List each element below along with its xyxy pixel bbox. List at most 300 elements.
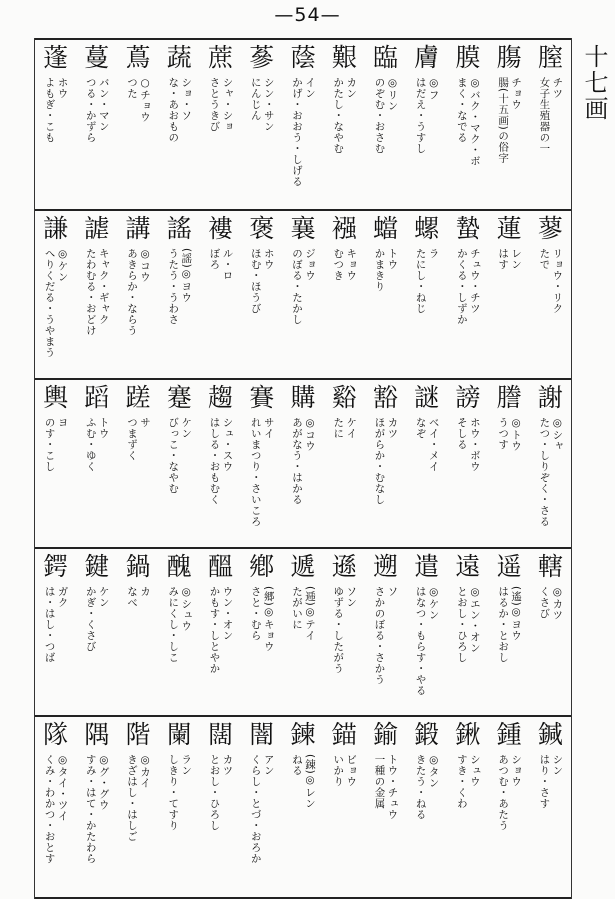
reading-line: つまずく — [126, 417, 139, 461]
kanji-character: 講 — [125, 214, 151, 243]
reading-line: キャク・ギャク — [97, 248, 110, 325]
kanji-readings — [537, 417, 563, 527]
kanji-character: 謝 — [537, 383, 563, 412]
kanji-readings — [84, 417, 110, 472]
reading-line: カン — [345, 77, 358, 99]
reading-line: とおし・ひろし — [208, 754, 221, 831]
reading-line: むつき — [332, 248, 345, 281]
reading-line: のぞむ・おさむ — [373, 77, 386, 154]
reading-line: たつ・しりぞく・さる — [538, 417, 551, 527]
reading-line: カツ — [221, 754, 234, 776]
reading-line: ほむ・ほうび — [249, 248, 262, 314]
kanji-character: 醞 — [208, 552, 234, 581]
kanji-entry — [489, 549, 530, 715]
kanji-character: 轄 — [537, 552, 563, 581]
kanji-character: 隊 — [43, 720, 69, 749]
kanji-entry — [200, 549, 241, 715]
reading-line: ジョウ — [303, 248, 316, 281]
reading-line: リョウ・リク — [551, 248, 564, 314]
reading-line: (謡)◎ヨウ — [180, 248, 193, 303]
kanji-character: 蓼 — [537, 214, 563, 243]
reading-line: さと・むら — [249, 586, 262, 641]
reading-line: かたし・なやむ — [332, 77, 345, 154]
kanji-character: 謄 — [496, 383, 522, 412]
kanji-readings — [372, 417, 398, 505]
kanji-entry — [159, 380, 200, 547]
reading-line: ル・ロ — [221, 248, 234, 281]
kanji-entry — [406, 380, 447, 547]
kanji-character: 膣 — [537, 43, 563, 72]
kanji-readings — [496, 417, 522, 452]
kanji-entry — [200, 717, 241, 897]
kanji-character: 蔗 — [208, 43, 234, 72]
kanji-readings — [208, 754, 234, 831]
kanji-readings — [166, 248, 192, 325]
kanji-entry — [489, 380, 530, 547]
reading-line: のぼる・たかし — [290, 248, 303, 325]
kanji-entry — [324, 549, 365, 715]
kanji-entry — [365, 549, 406, 715]
kanji-readings — [537, 77, 563, 154]
kanji-entry — [35, 380, 76, 547]
kanji-entry — [447, 380, 488, 547]
reading-line: つる・かずら — [84, 77, 97, 143]
reading-line: かもす・しとやか — [208, 586, 221, 674]
kanji-entry — [282, 549, 323, 715]
kanji-readings — [84, 754, 110, 864]
reading-line: ケイ — [345, 417, 358, 439]
kanji-character: 鍊 — [290, 720, 316, 749]
kanji-entry — [406, 549, 447, 715]
kanji-entry — [324, 40, 365, 209]
reading-line: のす・こし — [43, 417, 56, 472]
kanji-readings — [537, 586, 563, 621]
reading-line: あつむ・あたう — [497, 754, 510, 831]
kanji-character: 錨 — [331, 720, 357, 749]
kanji-readings — [249, 77, 275, 132]
reading-line: サ — [139, 417, 152, 428]
kanji-readings — [84, 586, 110, 652]
kanji-readings — [125, 586, 151, 608]
kanji-readings — [496, 77, 522, 163]
kanji-readings — [414, 417, 440, 472]
reading-line: なぞ — [414, 417, 427, 439]
kanji-character: 謎 — [414, 383, 440, 412]
kanji-readings — [208, 586, 234, 674]
kanji-entry — [76, 380, 117, 547]
kanji-character: 闌 — [166, 720, 192, 749]
kanji-entry — [200, 40, 241, 209]
page-number: —54— — [274, 4, 341, 26]
kanji-character: 隅 — [84, 720, 110, 749]
kanji-entry — [530, 549, 571, 715]
kanji-character: 襄 — [290, 214, 316, 243]
reading-line: はしる・おもむく — [208, 417, 221, 505]
reading-line: カ — [139, 586, 152, 597]
kanji-readings — [496, 248, 522, 270]
kanji-character: 輿 — [43, 383, 69, 412]
kanji-entry — [365, 40, 406, 209]
reading-line: ◎コウ — [303, 417, 316, 452]
kanji-readings — [290, 754, 316, 809]
kanji-character: 鍾 — [496, 720, 522, 749]
kanji-entry — [406, 40, 447, 209]
section-row — [35, 715, 571, 897]
reading-line: トウ — [97, 417, 110, 439]
kanji-character: 購 — [290, 383, 316, 412]
reading-line: ◎トウ — [510, 417, 523, 452]
kanji-entry — [241, 717, 282, 897]
kanji-entry — [159, 40, 200, 209]
kanji-character: 膜 — [455, 43, 481, 72]
kanji-entry — [35, 717, 76, 897]
reading-line: みにくし・しこ — [167, 586, 180, 663]
kanji-entry — [324, 211, 365, 378]
reading-line: レン — [510, 248, 523, 270]
reading-line: たで — [538, 248, 551, 270]
kanji-entry — [76, 211, 117, 378]
reading-line: にんじん — [249, 77, 262, 121]
kanji-entry — [241, 40, 282, 209]
kanji-entry — [447, 549, 488, 715]
reading-line: ○チョウ — [139, 77, 152, 123]
kanji-entry — [35, 40, 76, 209]
reading-line: きたう・ねる — [414, 754, 427, 820]
kanji-character: 艱 — [331, 43, 357, 72]
reading-line: なべ — [126, 586, 139, 608]
kanji-entry — [117, 380, 158, 547]
kanji-character: 闇 — [249, 720, 275, 749]
kanji-character: 鍋 — [125, 552, 151, 581]
kanji-entry — [159, 211, 200, 378]
reading-line: ヨ — [56, 417, 69, 428]
kanji-character: 鄕 — [249, 552, 275, 581]
kanji-character: 鍵 — [84, 552, 110, 581]
kanji-character: 趨 — [208, 383, 234, 412]
kanji-entry — [76, 549, 117, 715]
reading-line: ショウ — [510, 754, 523, 787]
reading-line: れいまつり・さいころ — [249, 417, 262, 527]
reading-line: よもぎ・こも — [43, 77, 56, 143]
reading-line: シン・サン — [262, 77, 275, 132]
kanji-readings — [290, 417, 316, 505]
kanji-character: 謗 — [455, 383, 481, 412]
reading-line: すみ・はて・かたわら — [84, 754, 97, 864]
kanji-character: 蹉 — [125, 383, 151, 412]
kanji-readings — [372, 754, 398, 820]
kanji-character: 膚 — [414, 43, 440, 72]
kanji-readings — [455, 754, 481, 809]
kanji-entry — [530, 717, 571, 897]
reading-line: あきらか・ならう — [126, 248, 139, 336]
kanji-character: 遞 — [290, 552, 316, 581]
reading-line: ふむ・ゆく — [84, 417, 97, 472]
reading-line: ウン・オン — [221, 586, 234, 641]
reading-line: (逓)◎テイ — [303, 586, 316, 641]
kanji-readings — [249, 586, 275, 652]
kanji-character: 遣 — [414, 552, 440, 581]
kanji-entry — [159, 549, 200, 715]
kanji-entry — [200, 380, 241, 547]
kanji-readings — [43, 248, 69, 358]
kanji-readings — [331, 586, 357, 674]
reading-line: さとうきび — [208, 77, 221, 132]
reading-line: きざはし・はしご — [126, 754, 139, 842]
kanji-entry — [159, 717, 200, 897]
kanji-readings — [43, 77, 69, 143]
kanji-character: 蔘 — [249, 43, 275, 72]
section-row — [35, 547, 571, 715]
kanji-character: 襁 — [331, 214, 357, 243]
reading-line: シュ・スウ — [221, 417, 234, 472]
kanji-character: 褸 — [208, 214, 234, 243]
reading-line: かげ・おおう・しげる — [290, 77, 303, 187]
reading-line: さかのぼる・さかう — [373, 586, 386, 685]
kanji-entry — [282, 40, 323, 209]
kanji-character: 鍛 — [414, 720, 440, 749]
reading-line: ぼろ — [208, 248, 221, 270]
section-row — [35, 209, 571, 378]
kanji-character: 蔬 — [166, 43, 192, 72]
kanji-readings — [84, 77, 110, 143]
kanji-character: 鍼 — [537, 720, 563, 749]
reading-line: そしる — [455, 417, 468, 450]
reading-line: かまきり — [373, 248, 386, 292]
kanji-readings — [208, 77, 234, 132]
reading-line: 一種の金属 — [373, 754, 386, 809]
kanji-entry — [117, 717, 158, 897]
reading-line: ホウ — [56, 77, 69, 99]
kanji-entry — [117, 211, 158, 378]
kanji-entry — [406, 211, 447, 378]
kanji-readings — [125, 417, 151, 461]
kanji-character: 蹈 — [84, 383, 110, 412]
kanji-entry — [406, 717, 447, 897]
kanji-readings — [208, 248, 234, 281]
reading-line: アン — [262, 754, 275, 776]
kanji-readings — [372, 248, 398, 292]
kanji-readings — [372, 77, 398, 154]
kanji-readings — [125, 248, 151, 336]
section-row — [35, 378, 571, 547]
reading-line: ◎カイ — [139, 754, 152, 789]
reading-line: 女子生殖器の一 — [538, 77, 551, 154]
kanji-readings — [43, 417, 69, 472]
kanji-readings — [414, 77, 440, 154]
kanji-character: 賽 — [249, 383, 275, 412]
kanji-entry — [447, 40, 488, 209]
kanji-readings — [496, 754, 522, 831]
reading-line: ◎ケン — [427, 586, 440, 621]
kanji-character: 醜 — [166, 552, 192, 581]
kanji-entry — [447, 717, 488, 897]
reading-line: はす — [497, 248, 510, 270]
reading-line: ショ・ソ — [180, 77, 193, 121]
reading-line: うつす — [497, 417, 510, 450]
kanji-entry — [35, 549, 76, 715]
reading-line: ◎シャ — [551, 417, 564, 452]
kanji-readings — [414, 248, 440, 314]
kanji-readings — [537, 754, 563, 809]
kanji-table — [34, 38, 572, 899]
reading-line: シュウ — [468, 754, 481, 787]
reading-line: ◎コウ — [139, 248, 152, 283]
kanji-entry — [324, 717, 365, 897]
kanji-readings — [166, 754, 192, 831]
reading-line: ケン — [97, 586, 110, 608]
kanji-character: 蔓 — [84, 43, 110, 72]
kanji-readings — [166, 77, 192, 143]
reading-line: チュウ・チツ — [468, 248, 481, 314]
reading-line: しきり・てすり — [167, 754, 180, 831]
reading-line: ◎タン — [427, 754, 440, 789]
reading-line: うたう・うわさ — [167, 248, 180, 325]
kanji-character: 谿 — [331, 383, 357, 412]
reading-line: 腸(十五画)の俗字 — [497, 77, 510, 164]
reading-line: ◎グ・グウ — [97, 754, 110, 811]
kanji-readings — [537, 248, 563, 314]
reading-line: ゆずる・したがう — [332, 586, 345, 674]
reading-line: つた — [126, 77, 139, 99]
reading-line: ねる — [290, 754, 303, 776]
reading-line: トウ・チュウ — [386, 754, 399, 820]
reading-line: (錬)◎レン — [303, 754, 316, 809]
kanji-character: 蟷 — [372, 214, 398, 243]
kanji-readings — [331, 77, 357, 154]
reading-line: トウ — [386, 248, 399, 270]
kanji-character: 褒 — [249, 214, 275, 243]
kanji-readings — [496, 586, 522, 663]
kanji-readings — [249, 417, 275, 527]
reading-line: かぎ・くさび — [84, 586, 97, 652]
reading-line: はり・さす — [538, 754, 551, 809]
reading-line: たに — [332, 417, 345, 439]
reading-line: シン — [551, 754, 564, 776]
reading-line: キョウ — [345, 248, 358, 281]
kanji-entry — [241, 549, 282, 715]
reading-line: くみ・わかつ・おとす — [43, 754, 56, 864]
kanji-character: 遜 — [331, 552, 357, 581]
sections-container — [35, 40, 571, 897]
reading-line: チツ — [551, 77, 564, 99]
kanji-character: 蓬 — [43, 43, 69, 72]
kanji-entry — [530, 211, 571, 378]
kanji-entry — [365, 380, 406, 547]
kanji-entry — [117, 549, 158, 715]
kanji-entry — [282, 211, 323, 378]
reading-line: ケン — [180, 417, 193, 439]
reading-line: な・あおもの — [167, 77, 180, 143]
kanji-character: 蓮 — [496, 214, 522, 243]
kanji-readings — [84, 248, 110, 336]
reading-line: サイ — [262, 417, 275, 439]
kanji-character: 階 — [125, 720, 151, 749]
kanji-character: 闊 — [208, 720, 234, 749]
reading-line: ◎ケン — [56, 248, 69, 283]
kanji-entry — [117, 40, 158, 209]
reading-line: ◎フ — [427, 77, 440, 101]
reading-line: たにし・ねじ — [414, 248, 427, 314]
kanji-character: 謔 — [84, 214, 110, 243]
kanji-readings — [331, 754, 357, 787]
kanji-entry — [282, 717, 323, 897]
kanji-readings — [455, 248, 481, 325]
kanji-readings — [331, 248, 357, 281]
kanji-readings — [414, 754, 440, 820]
reading-line: ◎カツ — [551, 586, 564, 621]
kanji-character: 鍮 — [372, 720, 398, 749]
kanji-entry — [489, 40, 530, 209]
kanji-character: 鍬 — [455, 720, 481, 749]
kanji-readings — [166, 417, 192, 494]
reading-line: ◎エン・オン — [468, 586, 481, 654]
kanji-character: 遠 — [455, 552, 481, 581]
kanji-entry — [35, 211, 76, 378]
reading-line: たがいに — [290, 586, 303, 630]
reading-line: シャ・ショ — [221, 77, 234, 132]
kanji-entry — [241, 380, 282, 547]
kanji-character: 螺 — [414, 214, 440, 243]
kanji-entry — [489, 717, 530, 897]
reading-line: ◎リン — [386, 77, 399, 112]
reading-line: イン — [303, 77, 316, 99]
kanji-entry — [282, 380, 323, 547]
reading-line: たわむる・おどけ — [84, 248, 97, 336]
kanji-character: 鍔 — [43, 552, 69, 581]
kanji-entry — [200, 211, 241, 378]
kanji-readings — [372, 586, 398, 685]
kanji-character: 蔭 — [290, 43, 316, 72]
kanji-readings — [455, 77, 481, 167]
kanji-readings — [290, 248, 316, 325]
kanji-readings — [249, 248, 275, 314]
reading-line: かくる・しずか — [455, 248, 468, 325]
kanji-readings — [125, 77, 151, 123]
reading-line: あがなう・はかる — [290, 417, 303, 505]
section-row — [35, 40, 571, 209]
reading-line: ホウ — [262, 248, 275, 270]
kanji-entry — [530, 40, 571, 209]
reading-line: とおし・ひろし — [455, 586, 468, 663]
reading-line: ◎バク・マク・ボ — [468, 77, 481, 167]
reading-line: ソ — [386, 586, 399, 597]
kanji-entry — [324, 380, 365, 547]
reading-line: (郷)◎キョウ — [262, 586, 275, 652]
kanji-entry — [365, 717, 406, 897]
stroke-count-label: 十七画 — [580, 44, 608, 122]
kanji-character: 蔦 — [125, 43, 151, 72]
kanji-readings — [414, 586, 440, 696]
kanji-character: 遥 — [496, 552, 522, 581]
reading-line: ホウ・ボウ — [468, 417, 481, 472]
reading-line: はるか・とおし — [497, 586, 510, 663]
kanji-entry — [447, 211, 488, 378]
kanji-character: 蹇 — [166, 383, 192, 412]
reading-line: ガク — [56, 586, 69, 608]
kanji-character: 謠 — [166, 214, 192, 243]
kanji-character: 謙 — [43, 214, 69, 243]
reading-line: はだえ・うすし — [414, 77, 427, 154]
reading-line: びっこ・なやむ — [167, 417, 180, 494]
reading-line: すき・くわ — [455, 754, 468, 809]
reading-line: チョウ — [510, 77, 523, 110]
kanji-entry — [76, 717, 117, 897]
kanji-readings — [290, 77, 316, 187]
kanji-character: 豁 — [372, 383, 398, 412]
reading-line: ラ — [427, 248, 440, 259]
reading-line: くらし・とづ・おろか — [249, 754, 262, 864]
kanji-readings — [43, 754, 69, 864]
